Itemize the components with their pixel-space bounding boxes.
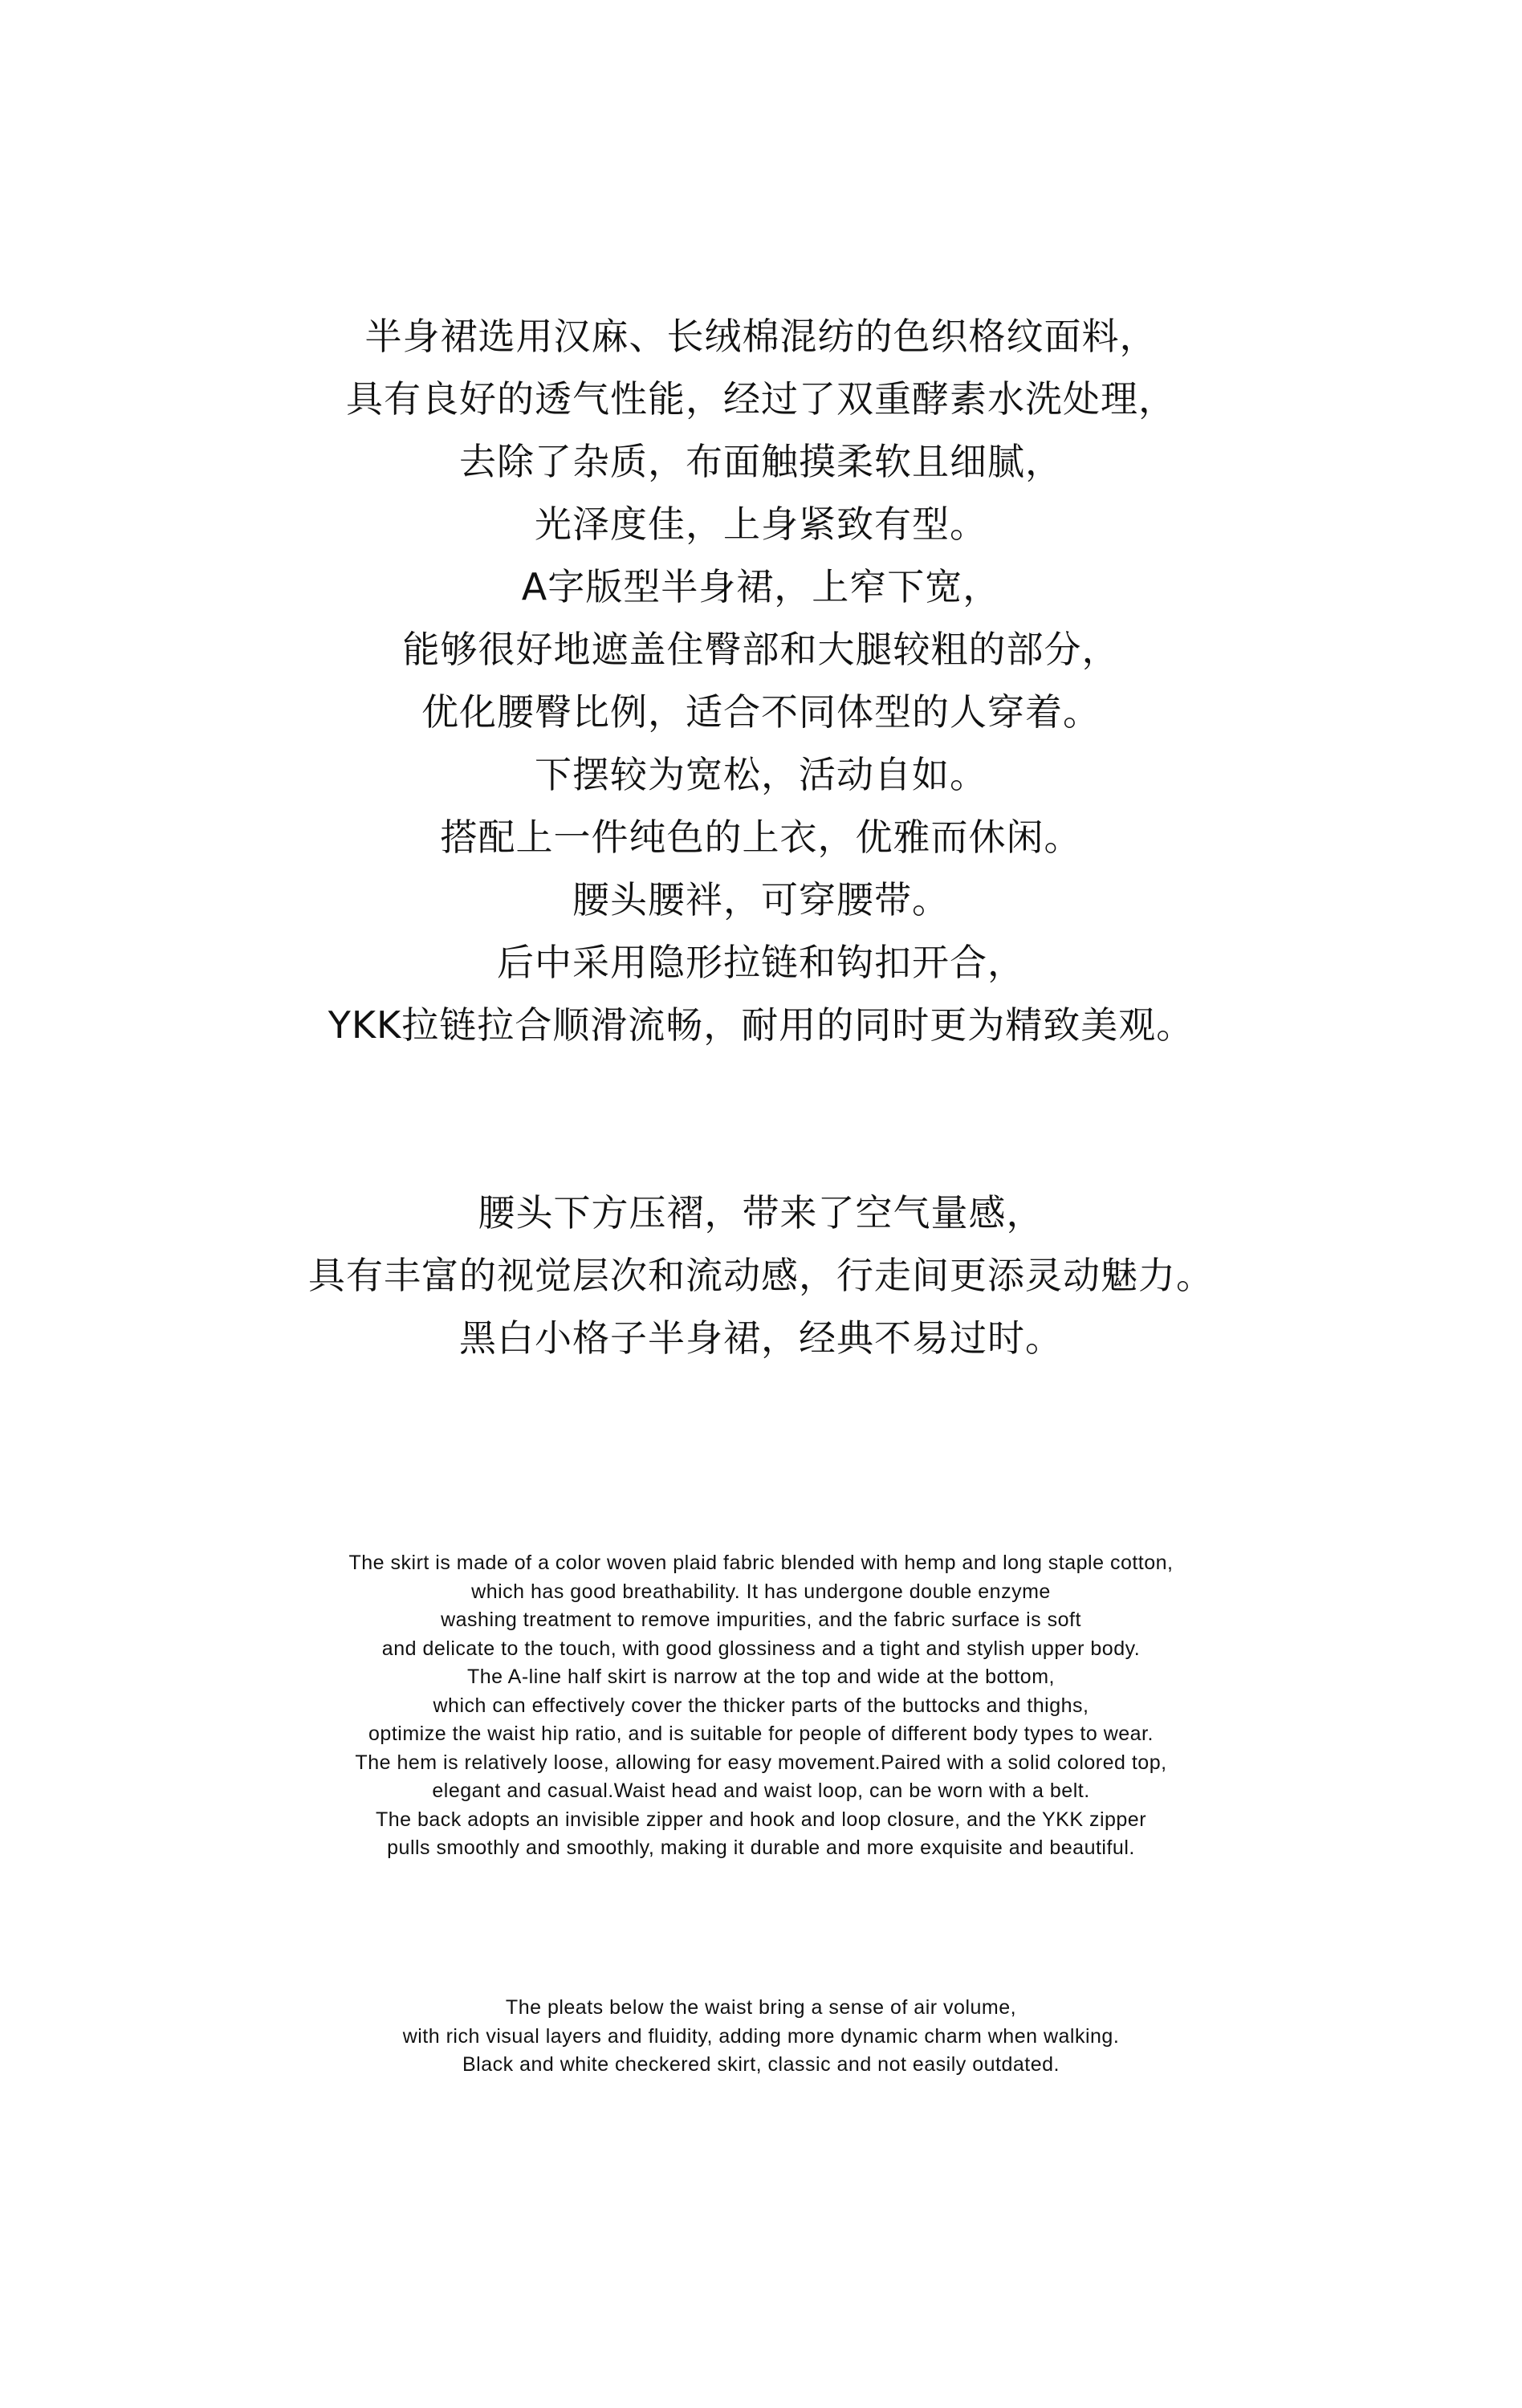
en-description-line: optimize the waist hip ratio, and is suitable for people of different body types to wear.: [368, 1723, 1154, 1745]
zh-description-line: A字版型半身裙，上窄下宽，: [521, 565, 1001, 608]
en-description-line: pulls smoothly and smoothly, making it durable and more exquisite and beautiful.: [387, 1837, 1135, 1859]
zh-pleats-line: 腰头下方压褶，带来了空气量感，: [478, 1191, 1044, 1235]
zh-description-line: 腰头腰袢，可穿腰带。: [572, 878, 950, 921]
chinese-pleats-block: [0, 1182, 1522, 1369]
zh-description-line: 搭配上一件纯色的上衣，优雅而休闲。: [440, 816, 1082, 859]
zh-description-line: 半身裙选用汉麻、长绒棉混纺的色织格纹面料，: [364, 315, 1158, 358]
en-description-line: The back adopts an invisible zipper and hook and loop closure, and the YKK zipper: [375, 1808, 1147, 1831]
zh-description-line: 光泽度佳，上身紧致有型。: [535, 502, 987, 546]
en-description-line: washing treatment to remove impurities, and the fabric surface is soft: [441, 1609, 1081, 1631]
zh-description-line: YKK拉链拉合顺滑流畅，耐用的同时更为精致美观。: [328, 1003, 1194, 1047]
en-description-line: The hem is relatively loose, allowing for easy movement.Paired with a solid colored top,: [355, 1751, 1167, 1774]
zh-description-line: 下摆较为宽松，活动自如。: [535, 753, 987, 796]
zh-description-line: 能够很好地遮盖住臀部和大腿较粗的部分，: [402, 628, 1120, 671]
chinese-description-block: [0, 305, 1522, 1056]
en-description-line: which can effectively cover the thicker parts of the buttocks and thighs,: [433, 1694, 1089, 1717]
zh-description-line: 去除了杂质，布面触摸柔软且细腻，: [459, 440, 1063, 483]
en-description-line: elegant and casual.Waist head and waist loop, can be worn with a belt.: [432, 1780, 1090, 1802]
en-description-line: and delicate to the touch, with good glossiness and a tight and stylish upper body.: [381, 1637, 1141, 1660]
zh-pleats-line: 具有丰富的视觉层次和流动感，行走间更添灵动魅力。: [308, 1254, 1214, 1297]
zh-description-line: 具有良好的透气性能，经过了双重酵素水洗处理，: [346, 377, 1176, 421]
en-description-line: The A-line half skirt is narrow at the top and wide at the bottom,: [467, 1666, 1055, 1688]
en-pleats-line: with rich visual layers and fluidity, adding more dynamic charm when walking.: [402, 2024, 1120, 2048]
english-pleats-block: [0, 1994, 1522, 2080]
zh-description-line: 后中采用隐形拉链和钩扣开合，: [497, 941, 1025, 984]
english-description-block: [0, 1549, 1522, 1863]
en-description-line: which has good breathability. It has undergone double enzyme: [471, 1580, 1051, 1603]
en-description-line: The skirt is made of a color woven plaid fabric blended with hemp and long staple cotton,: [348, 1552, 1174, 1574]
en-pleats-line: The pleats below the waist bring a sense of air volume,: [505, 1996, 1017, 2019]
zh-description-line: 优化腰臀比例，适合不同体型的人穿着。: [421, 690, 1101, 734]
zh-pleats-line: 黑白小格子半身裙，经典不易过时。: [459, 1316, 1063, 1360]
en-pleats-line: Black and white checkered skirt, classic and not easily outdated.: [462, 2053, 1060, 2076]
